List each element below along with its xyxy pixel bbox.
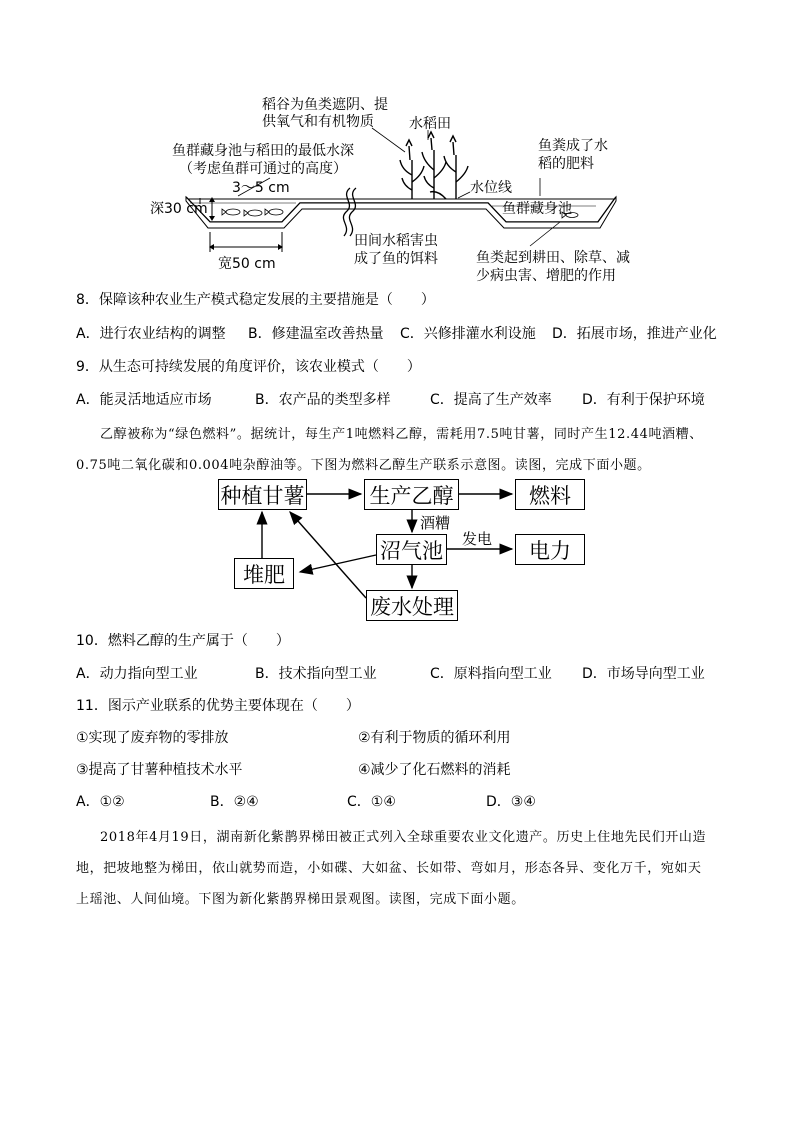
terrace-paragraph-line: 2018年4月19日，湖南新化紫鹊界梯田被正式列入全球重要农业文化遗产。历史上住地先民们开山造 xyxy=(100,830,707,845)
width-label: 宽50 cm xyxy=(218,256,276,272)
q8-option-b[interactable]: B．修建温室改善热量 xyxy=(248,326,384,342)
q11-statement-3: ③提高了甘薯种植技术水平 xyxy=(76,762,243,778)
q10-option-a[interactable]: A．动力指向型工业 xyxy=(76,666,198,682)
q10-stem: 10．燃料乙醇的生产属于（ ） xyxy=(76,633,290,649)
waterline-label: 水位线 xyxy=(470,180,512,196)
distillers-label: 酒糟 xyxy=(420,514,451,532)
ethanol-box: 生产乙醇 xyxy=(364,479,459,510)
q11-statement-2: ②有利于物质的循环利用 xyxy=(358,730,511,746)
role-label: 鱼类起到耕田、除草、减 少病虫害、增肥的作用 xyxy=(476,250,630,284)
power-box: 电力 xyxy=(515,534,585,565)
pond-label: 鱼群藏身池 xyxy=(502,201,572,217)
q8-option-c[interactable]: C．兴修排灌水利设施 xyxy=(400,326,536,342)
q11-option-c[interactable]: C．①④ xyxy=(347,794,396,810)
compost-box: 堆肥 xyxy=(234,558,294,589)
q9-stem: 9．从生态可持续发展的角度评价，该农业模式（ ） xyxy=(76,359,421,375)
q9-option-a[interactable]: A．能灵活地适应市场 xyxy=(76,392,212,408)
q8-option-d[interactable]: D．拓展市场，推进产业化 xyxy=(552,326,717,342)
feces-label: 鱼粪成了水 稻的肥料 xyxy=(538,138,608,172)
terrace-paragraph-line: 地，把坡地整为梯田，依山就势而造，小如碟、大如盆、长如带、弯如月，形态各异、变化万千，宛如天 xyxy=(76,861,702,876)
deep-label: 深30 cm xyxy=(150,201,208,217)
q11-statement-1: ①实现了废弃物的零排放 xyxy=(76,730,229,746)
q11-option-b[interactable]: B．②④ xyxy=(210,794,259,810)
wastewater-box: 废水处理 xyxy=(366,590,458,621)
q8-stem: 8．保障该种农业生产模式稳定发展的主要措施是（ ） xyxy=(76,292,435,308)
biogas-box: 沼气池 xyxy=(376,534,447,565)
intro-paragraph-line: 0.75吨二氧化碳和0.004吨杂醇油等。下图为燃料乙醇生产联系示意图。读图，完成下面小题。 xyxy=(76,458,651,473)
q9-option-c[interactable]: C．提高了生产效率 xyxy=(430,392,552,408)
q10-option-b[interactable]: B．技术指向型工业 xyxy=(255,666,377,682)
sweet-potato-box: 种植甘薯 xyxy=(218,479,307,510)
q9-option-d[interactable]: D．有利于保护环境 xyxy=(582,392,705,408)
q11-option-a[interactable]: A．①② xyxy=(76,794,125,810)
q11-stem: 11．图示产业联系的优势主要体现在（ ） xyxy=(76,698,360,714)
q10-option-c[interactable]: C．原料指向型工业 xyxy=(430,666,552,682)
q11-statement-4: ④减少了化石燃料的消耗 xyxy=(358,762,511,778)
depth-label: 鱼群藏身池与稻田的最低水深 （考虑鱼群可通过的高度） xyxy=(172,143,354,177)
pest-label: 田间水稻害虫 成了鱼的饵料 xyxy=(354,233,438,267)
q10-option-d[interactable]: D．市场导向型工业 xyxy=(582,666,705,682)
intro-paragraph-line: 乙醇被称为“绿色燃料”。据统计，每生产1吨燃料乙醇，需耗用7.5吨甘薯，同时产生12.44吨酒糟、 xyxy=(100,427,703,442)
rice-field-label: 水稻田 xyxy=(409,116,451,132)
range-label: 3～5 cm xyxy=(232,180,290,196)
q9-option-b[interactable]: B．农产品的类型多样 xyxy=(255,392,391,408)
terrace-paragraph-line: 上瑶池、人间仙境。下图为新化紫鹊界梯田景观图。读图，完成下面小题。 xyxy=(76,892,525,907)
shade-label: 稻谷为鱼类遮阴、提 供氧气和有机物质 xyxy=(262,97,388,130)
q11-option-d[interactable]: D．③④ xyxy=(486,794,536,810)
q8-option-a[interactable]: A．进行农业结构的调整 xyxy=(76,326,226,342)
fuel-box: 燃料 xyxy=(515,479,585,510)
generate-label: 发电 xyxy=(462,530,493,548)
